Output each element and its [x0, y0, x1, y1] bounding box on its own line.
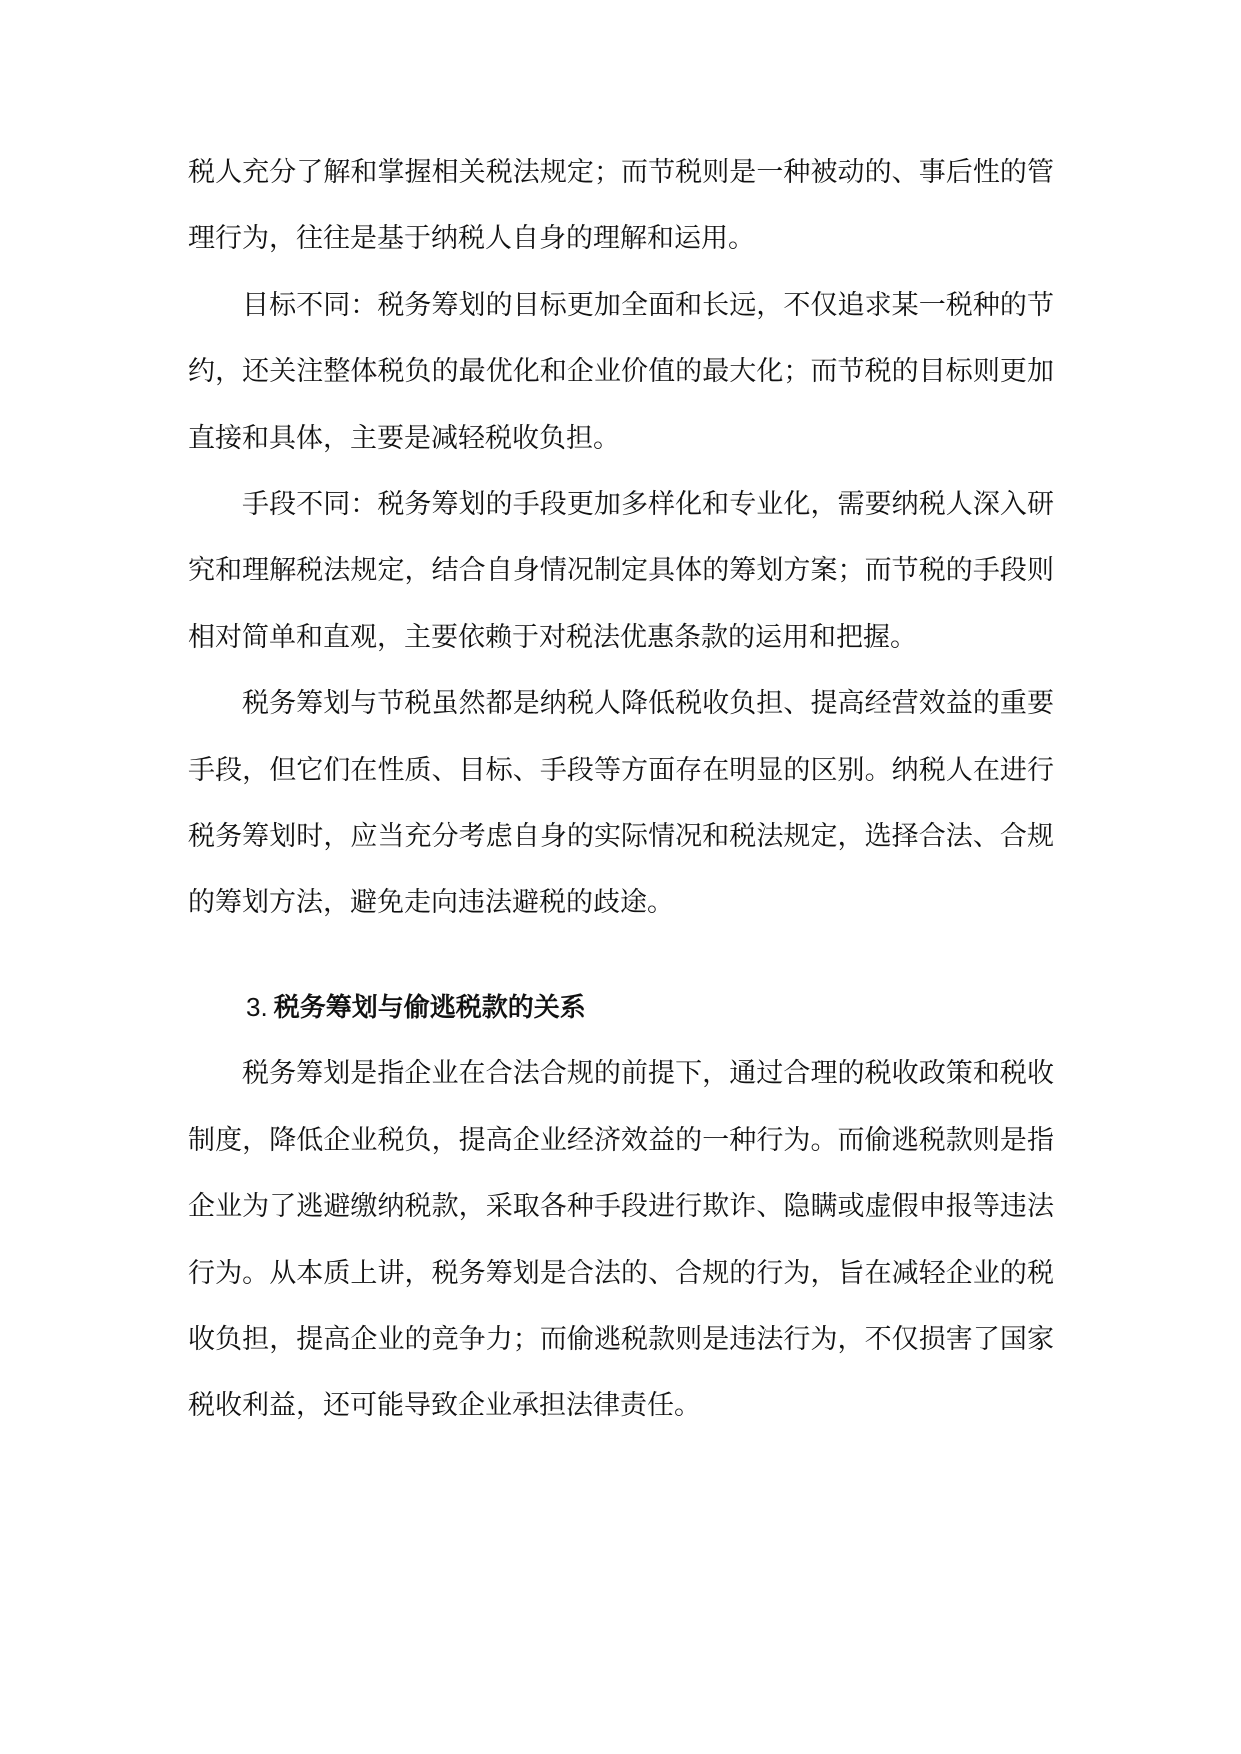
- paragraph-means-difference: 手段不同：税务筹划的手段更加多样化和专业化，需要纳税人深入研究和理解税法规定，结合自身情况制定具体的筹划方案；而节税的手段则相对简单和直观，主要依赖于对税法优惠条款的运用和把握。: [188, 489, 1054, 653]
- section-number: 3.: [246, 991, 268, 1022]
- paragraph-tax-evasion-relation: 税务筹划是指企业在合法合规的前提下，通过合理的税收政策和税收制度，降低企业税负，提高企业经济效益的一种行为。而偷逃税款则是指企业为了逃避缴纳税款，采取各种手段进行欺诈、隐瞒或虚假申报等违法行为。从本质上讲，税务筹划是合法的、合规的行为，旨在减轻企业的税收负担，提高企业的竞争力；而偷逃税款则是违法行为，不仅损害了国家税收利益，还可能导致企业承担法律责任。: [188, 1058, 1054, 1422]
- paragraph-summary: 税务筹划与节税虽然都是纳税人降低税收负担、提高经营效益的重要手段，但它们在性质、目标、手段等方面存在明显的区别。纳税人在进行税务筹划时，应当充分考虑自身的实际情况和税法规定，选择合法、合规的筹划方法，避免走向违法避税的歧途。: [188, 688, 1054, 919]
- section-heading: [188, 974, 1054, 1041]
- section-title: 税务筹划与偷逃税款的关系: [273, 992, 586, 1023]
- document-body: [188, 140, 1054, 1440]
- paragraph-continuation: 税人充分了解和掌握相关税法规定；而节税则是一种被动的、事后性的管理行为，往往是基于纳税人自身的理解和运用。: [188, 157, 1054, 255]
- paragraph-goal-difference: 目标不同：税务筹划的目标更加全面和长远，不仅追求某一税种的节约，还关注整体税负的最优化和企业价值的最大化；而节税的目标则更加直接和具体，主要是减轻税收负担。: [188, 289, 1054, 454]
